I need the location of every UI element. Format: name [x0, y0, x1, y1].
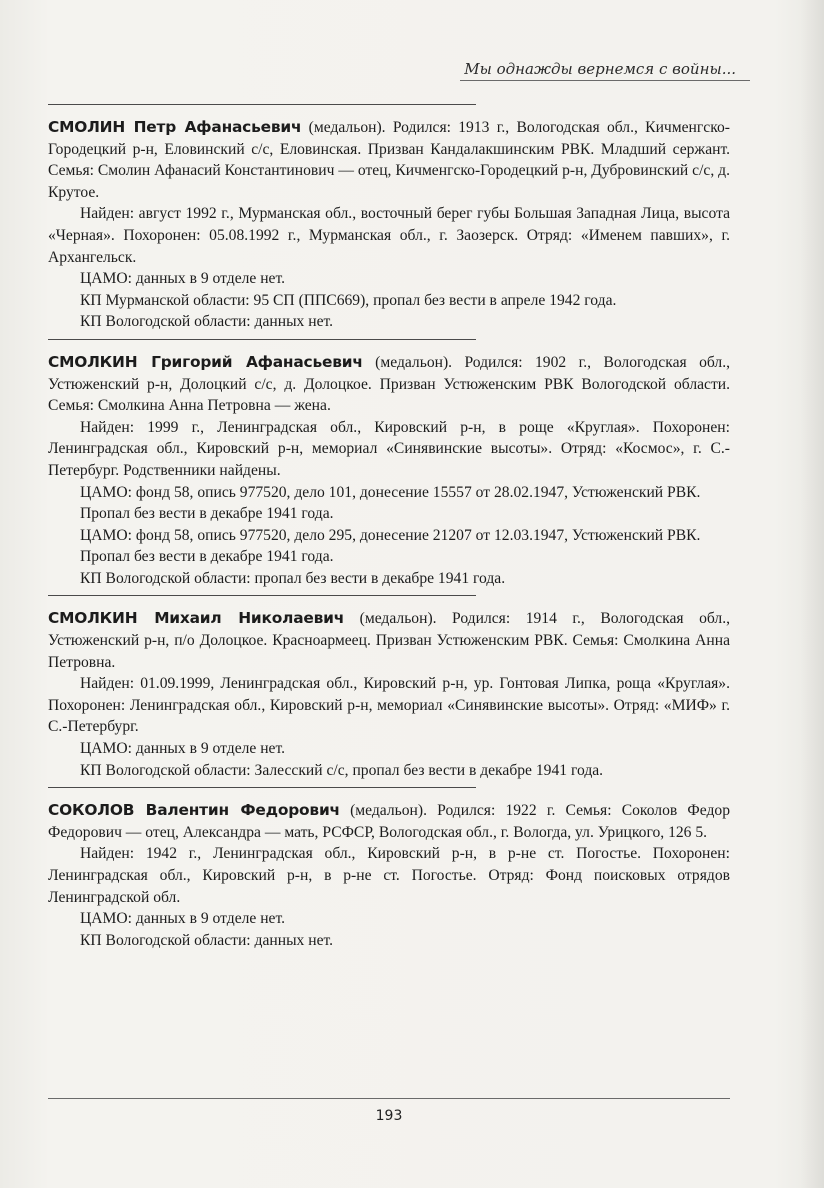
entry-intro-text: (медальон). Родился: 1913 г., Вологодская обл., Кичменгско-Городецкий р-н, Еловинский с/с, Еловинская. Призван Кандалакшинским РВК. Младший сержант. Семья: Смолин Афанасий Константинович — отец, Кичменгско-Городецкий р-н, Дубровинский с/с, д. Крутое. — [48, 119, 730, 201]
entry-separator — [48, 595, 476, 596]
entry-paragraph: Найден: 1999 г., Ленинградская обл., Кировский р-н, в роще «Круглая». Похоронен: Ленинградская обл., Кировский р-н, мемориал «Синявинские высоты». Отряд: «Космос», г. С.-Петербург. Родственники найдены. — [48, 418, 730, 479]
entry-paragraph: КП Вологодской области: Залесский с/с, пропал без вести в декабре 1941 года. — [80, 761, 604, 779]
entry-paragraph: ЦАМО: фонд 58, опись 977520, дело 295, донесение 21207 от 12.03.1947, Устюженский РВК. — [80, 526, 701, 544]
entry-paragraph: Найден: 1942 г., Ленинградская обл., Кировский р-н, в р-не ст. Погостье. Похоронен: Ленинградская обл., Кировский р-н, в р-не ст. Погостье. Отряд: Фонд поисковых отрядов Ленинградской обл. — [48, 845, 730, 906]
entry-intro-text: (медальон). Родился: 1914 г., Вологодская обл., Устюженский р-н, п/о Долоцкое. Красноармеец. Призван Устюженским РВК. Семья: Смолкина Анна Петровна. — [48, 610, 730, 671]
running-header — [460, 58, 760, 86]
page-footer — [48, 1098, 730, 1124]
entry-intro-text: (медальон). Родился: 1902 г., Вологодская обл., Устюженский р-н, Долоцкий с/с, д. Долоцкое. Призван Устюженским РВК Вологодской области. Семья: Смолкина Анна Петровна — жена. — [48, 353, 730, 415]
header-rule — [460, 80, 750, 81]
entry-intro — [48, 608, 730, 673]
entry-paragraph: КП Вологодской области: данных нет. — [80, 931, 334, 949]
page-number: 193 — [375, 1108, 403, 1124]
person-name: СМОЛКИН Григорий Афанасьевич — [48, 352, 363, 371]
footer-rule — [48, 1098, 730, 1099]
entry-paragraph: ЦАМО: данных в 9 отделе нет. — [80, 910, 286, 928]
entry — [48, 104, 730, 333]
entry-paragraph: КП Вологодской области: данных нет. — [80, 313, 334, 331]
entry-separator — [48, 104, 476, 105]
entry-separator — [48, 339, 476, 340]
entry-paragraph: КП Вологодской области: пропал без вести в декабре 1941 года. — [80, 569, 506, 587]
entry-intro — [48, 352, 730, 417]
entry-paragraph: КП Мурманской области: 95 СП (ППС669), пропал без вести в апреле 1942 года. — [80, 291, 617, 309]
entries-list — [48, 104, 730, 951]
entry — [48, 595, 730, 781]
page-edge-shadow — [800, 0, 824, 1188]
entry — [48, 339, 730, 590]
person-name: СОКОЛОВ Валентин Федорович — [48, 801, 340, 820]
entry-paragraph: Найден: 01.09.1999, Ленинградская обл., Кировский р-н, ур. Гонтовая Липка, роща «Круглая». Похоронен: Ленинградская обл., Кировский р-н, мемориал «Синявинские высоты». Отряд: «МИФ» г. С.-Петербург. — [48, 675, 730, 736]
entry-intro — [48, 800, 730, 843]
entry-paragraph: ЦАМО: данных в 9 отделе нет. — [80, 740, 286, 758]
entry-intro — [48, 117, 730, 203]
entry-paragraph: Найден: август 1992 г., Мурманская обл., восточный берег губы Большая Западная Лица, высота «Черная». Похоронен: 05.08.1992 г., Мурманская обл., г. Заозерск. Отряд: «Именем павших», г. Архангельск. — [48, 205, 730, 266]
entry — [48, 787, 730, 951]
entry-paragraph: ЦАМО: данных в 9 отделе нет. — [80, 270, 286, 288]
running-title: Мы однажды вернемся с войны... — [464, 60, 736, 78]
entry-paragraph: Пропал без вести в декабре 1941 года. — [80, 505, 334, 523]
entry-separator — [48, 787, 476, 788]
person-name: СМОЛКИН Михаил Николаевич — [48, 609, 345, 628]
entry-intro-text: (медальон). Родился: 1922 г. Семья: Соколов Федор Федорович — отец, Александра — мать, РСФСР, Вологодская обл., г. Вологда, ул. Урицкого, 126 5. — [48, 802, 730, 841]
person-name: СМОЛИН Петр Афанасьевич — [48, 118, 302, 136]
entry-paragraph: Пропал без вести в декабре 1941 года. — [80, 548, 334, 566]
entry-paragraph: ЦАМО: фонд 58, опись 977520, дело 101, донесение 15557 от 28.02.1947, Устюженский РВК. — [80, 483, 701, 501]
